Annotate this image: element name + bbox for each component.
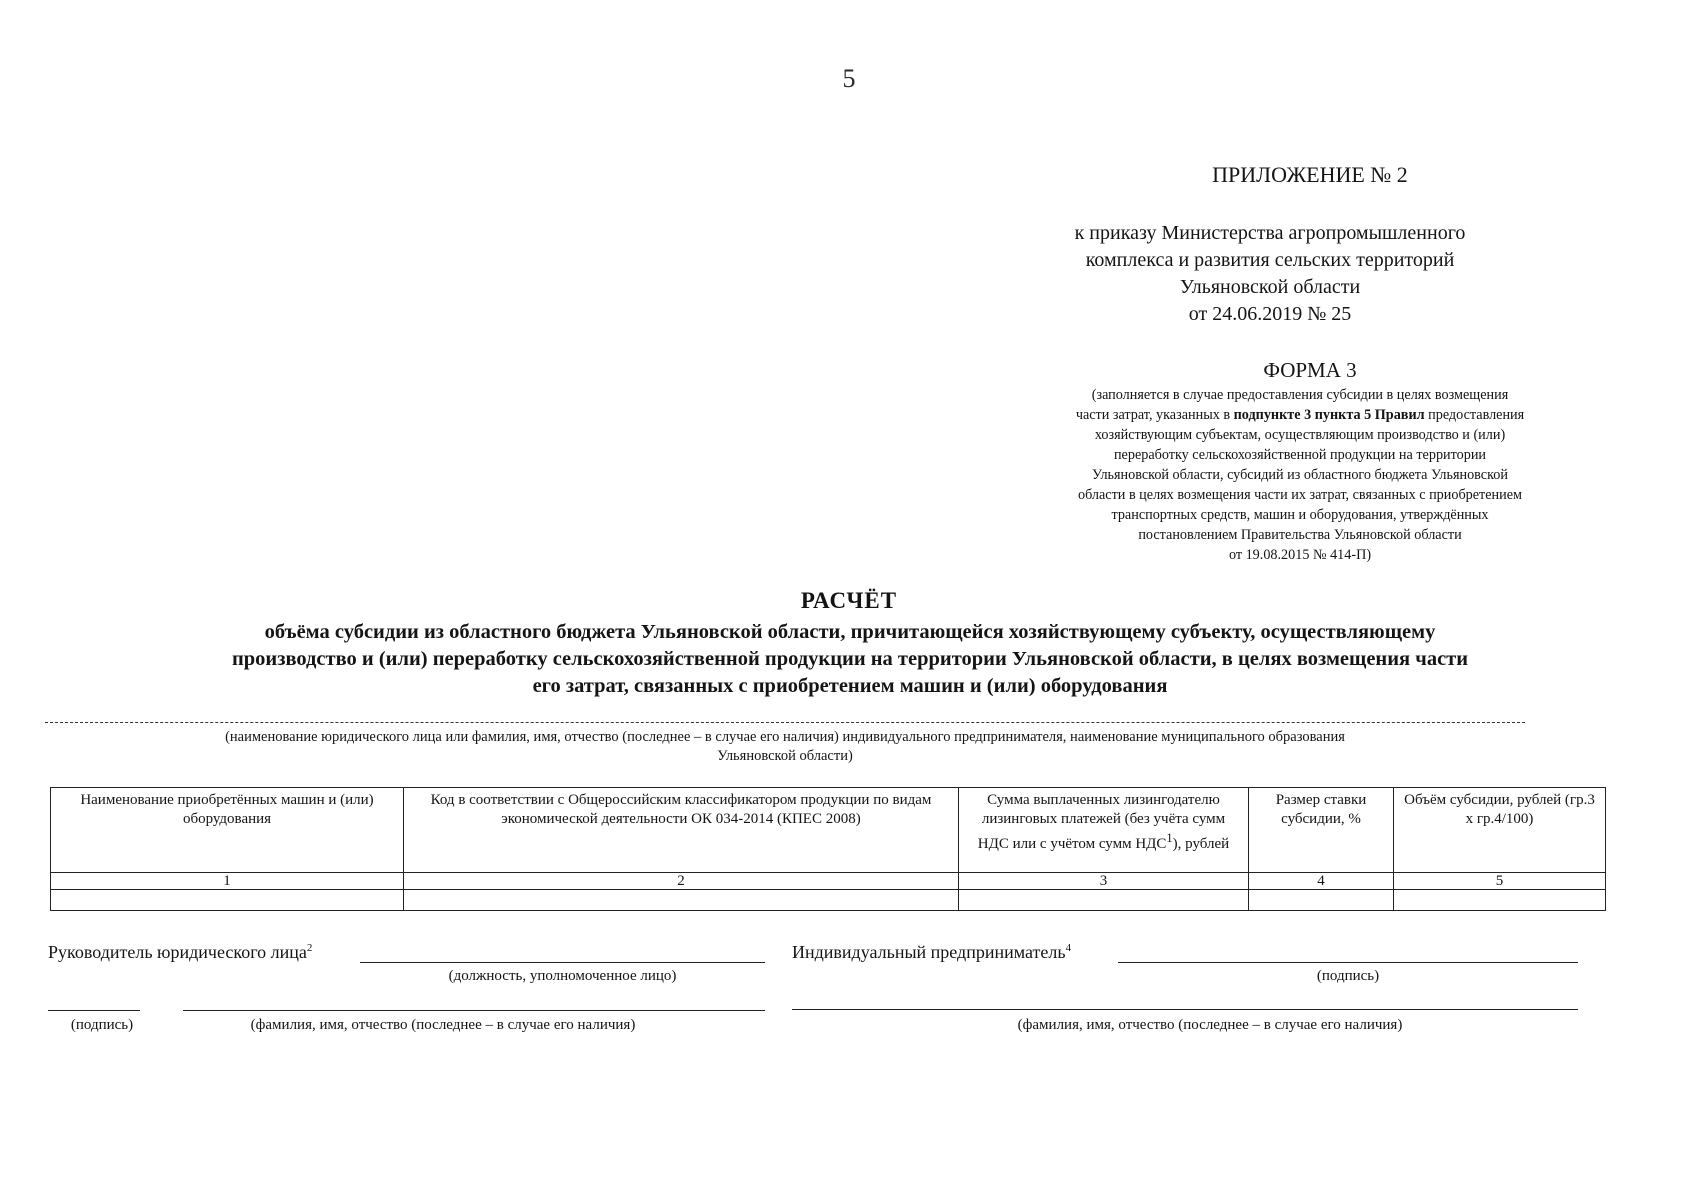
entrepreneur-fullname-caption: (фамилия, имя, отчество (последнее – в случае его наличия) — [1017, 1017, 1403, 1033]
head-of-entity-label: Руководитель юридического лица$^2$ — [48, 942, 313, 962]
header-cell-okpd-code: Код в соответствии с Общероссийским классификатором продукции по видам экономической деятельности ОК 034-2014 (КПЕС 2008) — [404, 788, 959, 873]
head-signature-line[interactable] — [48, 1010, 140, 1011]
table-cell[interactable] — [1394, 890, 1606, 911]
column-number: 5 — [1394, 873, 1606, 890]
table-row-column-numbers — [51, 873, 1606, 890]
form-note-line: транспортных средств, машин и оборудования, утверждённых — [1111, 507, 1489, 523]
head-signature-caption: (подпись) — [70, 1017, 134, 1033]
table-cell[interactable] — [1249, 890, 1394, 911]
table-cell[interactable] — [959, 890, 1249, 911]
calculation-table — [50, 787, 1606, 911]
order-line: Ульяновской области — [1179, 276, 1361, 298]
header-cell-subsidy-rate: Размер ставки субсидии, % — [1249, 788, 1394, 873]
form-note-line: переработку сельскохозяйственной продукции на территории — [1113, 447, 1487, 463]
table-cell[interactable] — [404, 890, 959, 911]
order-line: комплекса и развития сельских территорий — [1085, 249, 1455, 271]
calculation-subtitle — [80, 619, 1620, 700]
appendix-title: ПРИЛОЖЕНИЕ № 2 — [1212, 162, 1408, 187]
column-number: 3 — [959, 873, 1249, 890]
order-reference — [1000, 220, 1540, 328]
form-note — [975, 385, 1625, 565]
entrepreneur-signature-caption: (подпись) — [1316, 968, 1380, 984]
head-fullname-line[interactable] — [183, 1010, 765, 1011]
column-number: 1 — [51, 873, 404, 890]
form-note-line: постановлением Правительства Ульяновской области — [1138, 527, 1462, 543]
rules-reference: подпункте 3 пункта 5 Правил — [1233, 407, 1425, 423]
form-note-line: части затрат, указанных в подпункте 3 пункта 5 Правил предоставления — [1075, 407, 1525, 423]
entrepreneur-signature-line[interactable] — [1118, 962, 1578, 963]
table-row-empty — [51, 890, 1606, 911]
form-note-line: от 19.08.2015 № 414-П) — [1228, 547, 1372, 563]
form-note-line: (заполняется в случае предоставления субсидии в целях возмещения — [1091, 387, 1509, 403]
calculation-title: РАСЧЁТ — [800, 588, 898, 613]
table-cell[interactable] — [51, 890, 404, 911]
entity-name-caption: (наименование юридического лица или фамилия, имя, отчество (последнее – в случае его наличия) индивидуального предпринимателя, наименование муниципального образования Ульяновской области) — [225, 729, 1345, 764]
column-number: 4 — [1249, 873, 1394, 890]
form-title: ФОРМА 3 — [1263, 358, 1357, 382]
header-cell-subsidy-amount: Объём субсидии, рублей (гр.3 х гр.4/100) — [1394, 788, 1606, 873]
header-cell-leasing-payments: Сумма выплаченных лизингодателю лизинговых платежей (без учёта сумм НДС или с учётом сумм НДС$^1$), рублей — [959, 788, 1249, 873]
subtitle-line: объёма субсидии из областного бюджета Ульяновской области, причитающейся хозяйствующему субъекту, осуществляющему — [264, 621, 1436, 643]
entrepreneur-label: Индивидуальный предприниматель$^4$ — [792, 942, 1072, 962]
page-number: 5 — [842, 64, 856, 93]
form-note-line: области в целях возмещения части их затрат, связанных с приобретением — [1077, 487, 1523, 503]
entrepreneur-fullname-line[interactable] — [792, 1009, 1578, 1010]
subtitle-line: производство и (или) переработку сельскохозяйственной продукции на территории Ульяновской области, в целях возмещения части — [231, 648, 1469, 670]
order-line: к приказу Министерства агропромышленного — [1074, 222, 1466, 244]
form-note-line: Ульяновской области, субсидий из областного бюджета Ульяновской — [1092, 467, 1508, 483]
entity-name-line[interactable] — [45, 722, 1525, 723]
head-position-caption: (должность, уполномоченное лицо) — [448, 968, 677, 984]
head-fullname-caption: (фамилия, имя, отчество (последнее – в случае его наличия) — [250, 1017, 636, 1033]
head-position-line[interactable] — [360, 962, 765, 963]
subtitle-line: его затрат, связанных с приобретением машин и (или) оборудования — [532, 675, 1168, 697]
table-header-row — [51, 788, 1606, 873]
header-cell-equipment: Наименование приобретённых машин и (или) оборудования — [51, 788, 404, 873]
order-line: от 24.06.2019 № 25 — [1188, 303, 1352, 325]
form-note-line: хозяйствующим субъектам, осуществляющим производство и (или) — [1094, 427, 1506, 443]
column-number: 2 — [404, 873, 959, 890]
